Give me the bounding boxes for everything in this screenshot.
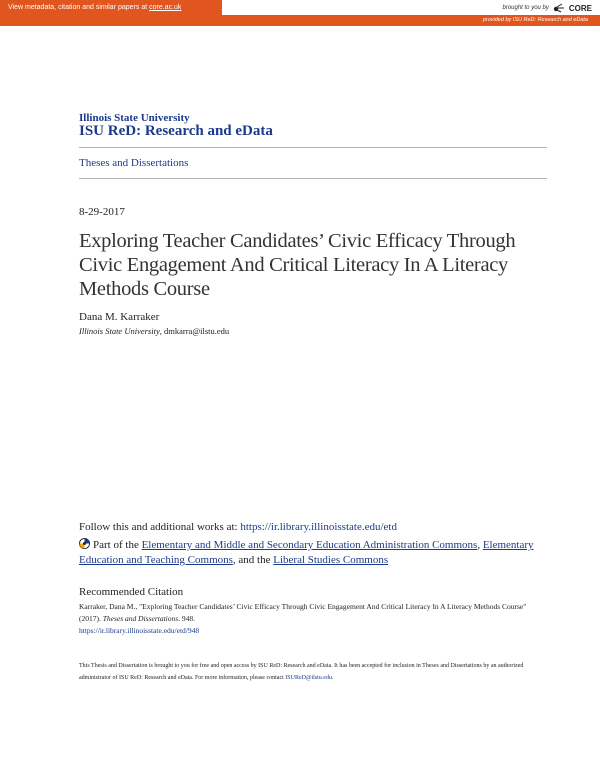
- citation-url-link[interactable]: https://ir.library.illinoisstate.edu/etd/948: [79, 626, 200, 635]
- part-of-sep: ,: [477, 539, 481, 551]
- disclaimer-end: .: [331, 675, 334, 681]
- collection-link[interactable]: Theses and Dissertations: [79, 157, 189, 169]
- commons-link-ed-admin[interactable]: Elementary and Middle and Secondary Education Administration Commons: [141, 539, 478, 551]
- author-name: Dana M. Karraker: [79, 311, 160, 323]
- core-name: CORE: [568, 3, 592, 13]
- core-brought-by[interactable]: [503, 3, 593, 13]
- core-logo-icon: [552, 3, 566, 13]
- core-link[interactable]: core.ac.uk: [149, 4, 182, 11]
- commons-network-icon: [79, 538, 90, 549]
- author-affiliation: [79, 326, 229, 336]
- recommended-citation-heading: Recommended Citation: [79, 586, 184, 598]
- follow-line: [79, 521, 397, 533]
- provided-by-text: provided by ISU ReD: Research and eData: [482, 17, 588, 23]
- affiliation-institution: Illinois State University: [79, 326, 160, 336]
- follow-label: Follow this and additional works at:: [79, 521, 241, 533]
- follow-url-link[interactable]: https://ir.library.illinoisstate.edu/etd: [240, 521, 397, 533]
- document-title: Exploring Teacher Candidates’ Civic Efficacy Through Civic Engagement And Critical Literacy In A Literacy Methods Course: [79, 230, 516, 300]
- commons-link-liberal-studies[interactable]: Liberal Studies Commons: [273, 554, 389, 566]
- divider: [79, 147, 547, 148]
- publication-date: 8-29-2017: [79, 206, 125, 218]
- core-metadata-link[interactable]: [0, 0, 222, 15]
- provided-by-bar: [0, 15, 600, 26]
- contact-email-link[interactable]: ISUReD@ilstu.edu: [285, 675, 332, 681]
- part-of-line: [79, 538, 549, 568]
- affiliation-email: , dmkarra@ilstu.edu: [159, 326, 230, 336]
- part-of-sep: , and the: [232, 554, 274, 566]
- disclaimer-text: This Thesis and Dissertation is brought to you for free and open access by ISU ReD: Research and eData. It has been accepted for inclusion in Theses and Dissertations by an authorized administrator of ISU ReD: Research and eData. For more information, please contact: [79, 663, 524, 681]
- citation-number: . 948.: [178, 614, 196, 623]
- citation-text: [79, 601, 539, 637]
- repository-name[interactable]: ISU ReD: Research and eData: [79, 123, 273, 139]
- university-name: Illinois State University: [79, 112, 190, 124]
- citation-series: Theses and Dissertations: [102, 614, 179, 623]
- part-of-prefix: Part of the: [93, 539, 142, 551]
- core-metadata-text: View metadata, citation and similar papers at: [8, 4, 150, 11]
- core-banner: [0, 0, 600, 15]
- citation-main: Karraker, Dana M., "Exploring Teacher Candidates’ Civic Efficacy Through Civic Engagement And Critical Literacy In A Literacy Methods Course" (2017).: [79, 602, 527, 623]
- brought-by-text: brought to you by: [502, 5, 549, 11]
- commons-link-elementary[interactable]: Elementary Education and Teaching Commons: [79, 539, 534, 566]
- access-disclaimer: [79, 660, 529, 684]
- divider: [79, 178, 547, 179]
